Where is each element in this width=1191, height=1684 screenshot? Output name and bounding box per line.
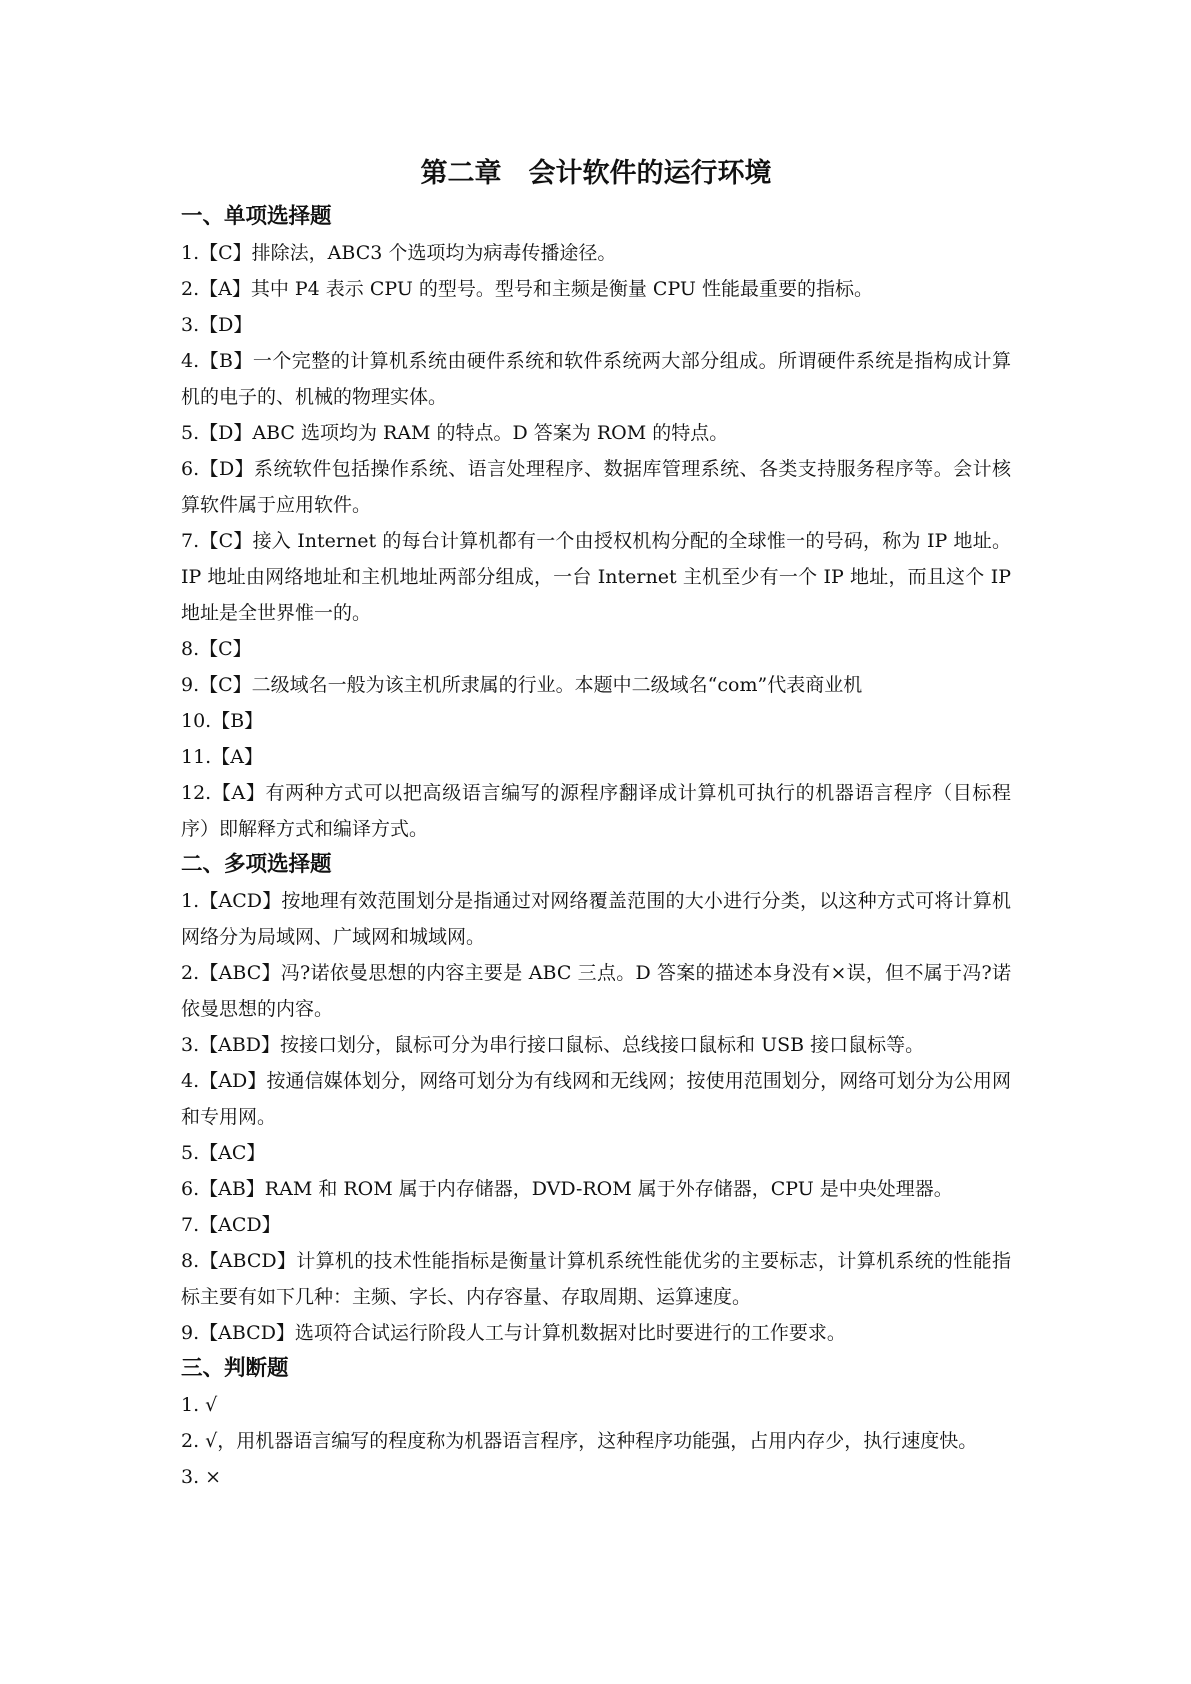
document-page bbox=[181, 155, 1011, 1495]
answer-item: 3. × bbox=[181, 1466, 222, 1488]
answer-item: 8.【C】 bbox=[181, 638, 252, 660]
answer-item: 1.【ACD】按地理有效范围划分是指通过对网络覆盖范围的大小进行分类，以这种方式可将计算机网络分为局域网、广域网和城域网。 bbox=[181, 890, 1011, 948]
answer-item: 7.【C】接入 Internet 的每台计算机都有一个由授权机构分配的全球惟一的号码，称为 IP 地址。IP 地址由网络地址和主机地址两部分组成，一台 Internet 主机至少有一个 IP 地址，而且这个 IP 地址是全世界惟一的。 bbox=[181, 530, 1011, 624]
section-heading: 一、单项选择题 bbox=[181, 204, 332, 229]
answer-item: 7.【ACD】 bbox=[181, 1214, 281, 1236]
answer-item: 5.【D】ABC 选项均为 RAM 的特点。D 答案为 ROM 的特点。 bbox=[181, 422, 729, 444]
answer-item: 11.【A】 bbox=[181, 746, 263, 768]
answer-item: 9.【ABCD】选项符合试运行阶段人工与计算机数据对比时要进行的工作要求。 bbox=[181, 1322, 846, 1344]
answer-item: 5.【AC】 bbox=[181, 1142, 266, 1164]
answer-item: 9.【C】二级域名一般为该主机所隶属的行业。本题中二级域名“com”代表商业机 bbox=[181, 674, 863, 696]
answer-item: 2.【A】其中 P4 表示 CPU 的型号。型号和主频是衡量 CPU 性能最重要的指标。 bbox=[181, 278, 873, 300]
answer-item: 4.【AD】按通信媒体划分，网络可划分为有线网和无线网；按使用范围划分，网络可划分为公用网和专用网。 bbox=[181, 1070, 1011, 1128]
answer-item: 12.【A】有两种方式可以把高级语言编写的源程序翻译成计算机可执行的机器语言程序（目标程序）即解释方式和编译方式。 bbox=[181, 782, 1011, 840]
section-heading: 三、判断题 bbox=[181, 1356, 289, 1381]
answer-item: 3.【D】 bbox=[181, 314, 253, 336]
answer-item: 1. √ bbox=[181, 1394, 218, 1416]
answer-item: 6.【D】系统软件包括操作系统、语言处理程序、数据库管理系统、各类支持服务程序等。会计核算软件属于应用软件。 bbox=[181, 458, 1011, 516]
section-multiple-choice bbox=[181, 847, 1011, 1351]
answer-item: 6.【AB】RAM 和 ROM 属于内存储器，DVD-ROM 属于外存储器，CPU 是中央处理器。 bbox=[181, 1178, 953, 1200]
section-true-false bbox=[181, 1351, 1011, 1495]
answer-item: 3.【ABD】按接口划分，鼠标可分为串行接口鼠标、总线接口鼠标和 USB 接口鼠标等。 bbox=[181, 1034, 925, 1056]
chapter-title: 第二章 会计软件的运行环境 bbox=[420, 158, 772, 189]
answer-item: 8.【ABCD】计算机的技术性能指标是衡量计算机系统性能优劣的主要标志，计算机系统的性能指标主要有如下几种：主频、字长、内存容量、存取周期、运算速度。 bbox=[181, 1250, 1011, 1308]
section-heading: 二、多项选择题 bbox=[181, 852, 332, 877]
answer-item: 10.【B】 bbox=[181, 710, 264, 732]
section-single-choice bbox=[181, 199, 1011, 847]
answer-item: 2. √，用机器语言编写的程度称为机器语言程序，这种程序功能强，占用内存少，执行速度快。 bbox=[181, 1430, 978, 1452]
answer-item: 2.【ABC】冯?诺依曼思想的内容主要是 ABC 三点。D 答案的描述本身没有×误，但不属于冯?诺依曼思想的内容。 bbox=[181, 962, 1011, 1020]
answer-item: 1.【C】排除法，ABC3 个选项均为病毒传播途径。 bbox=[181, 242, 617, 264]
answer-item: 4.【B】一个完整的计算机系统由硬件系统和软件系统两大部分组成。所谓硬件系统是指构成计算机的电子的、机械的物理实体。 bbox=[181, 350, 1011, 408]
